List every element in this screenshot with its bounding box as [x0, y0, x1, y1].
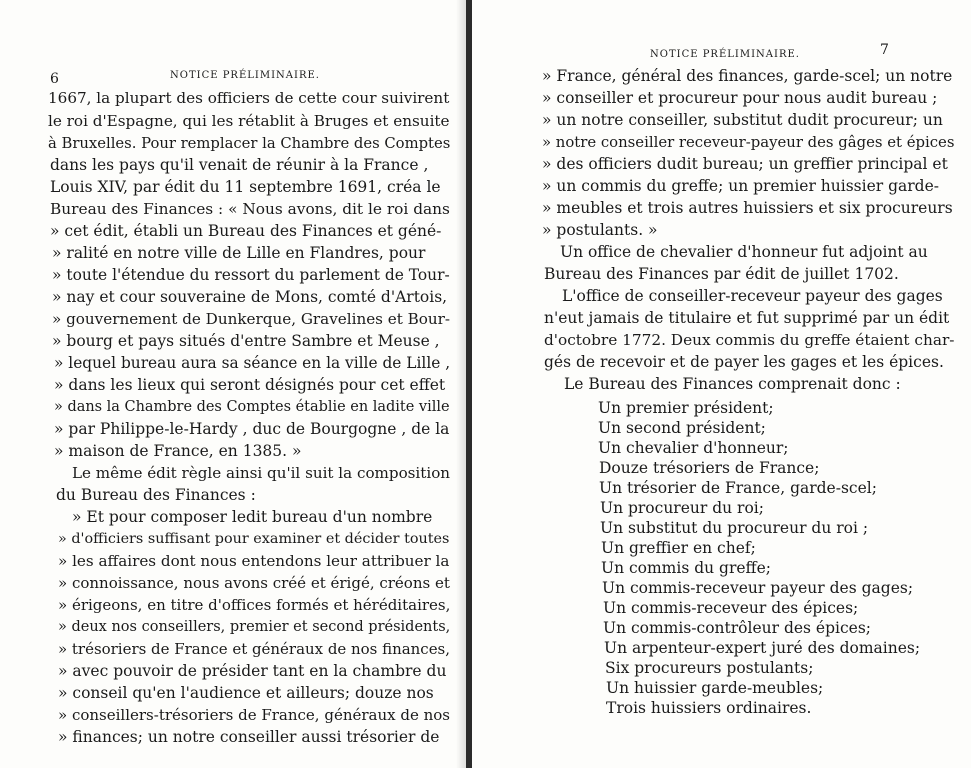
text-line: » des officiers dudit bureau; un greffier principal et	[542, 155, 948, 173]
text-line: Le Bureau des Finances comprenait donc :	[564, 375, 901, 393]
text-line: » ralité en notre ville de Lille en Flandres, pour	[52, 244, 426, 262]
running-head: NOTICE PRÉLIMINAIRE.	[170, 70, 320, 81]
text-line: » un commis du greffe; un premier huissier garde-	[542, 177, 939, 195]
text-line: » connoissance, nous avons créé et érigé, créons et	[58, 574, 450, 592]
text-line: dans les pays qu'il venait de réunir à la France ,	[50, 156, 429, 174]
text-line: Louis XIV, par édit du 11 septembre 1691, créa le	[50, 178, 441, 196]
text-line: » notre conseiller receveur-payeur des gâges et épices	[542, 133, 955, 151]
list-item: Un commis du greffe;	[601, 559, 771, 577]
left-page	[0, 0, 466, 768]
text-line: » d'officiers suffisant pour examiner et décider toutes	[58, 531, 450, 547]
text-line: » Et pour composer ledit bureau d'un nombre	[72, 508, 433, 526]
list-item: Un chevalier d'honneur;	[598, 439, 789, 457]
text-line: » meubles et trois autres huissiers et six procureurs	[542, 199, 953, 217]
list-item: Un commis-contrôleur des épices;	[603, 619, 872, 637]
text-line: Le même édit règle ainsi qu'il suit la composition	[72, 464, 451, 482]
text-line: » un notre conseiller, substitut dudit procureur; un	[542, 111, 943, 129]
list-item: Un commis-receveur des épices;	[603, 599, 859, 617]
text-line: » finances; un notre conseiller aussi trésorier de	[58, 728, 440, 746]
list-item: Un arpenteur-expert juré des domaines;	[604, 639, 921, 657]
text-line: » conseillers-trésoriers de France, généraux de nos	[58, 706, 450, 724]
text-line: » nay et cour souveraine de Mons, comté d'Artois,	[52, 288, 448, 306]
text-line: du Bureau des Finances :	[56, 486, 256, 504]
list-item: Un procureur du roi;	[600, 499, 764, 517]
list-item: Un trésorier de France, garde-scel;	[599, 479, 877, 497]
list-item: Six procureurs postulants;	[605, 659, 814, 677]
text-line: gés de recevoir et de payer les gages et les épices.	[544, 353, 944, 371]
text-line: L'office de conseiller-receveur payeur des gages	[562, 287, 943, 305]
page-number: 6	[50, 71, 59, 87]
text-line: » deux nos conseillers, premier et second présidents,	[58, 619, 451, 635]
text-line: » postulants. »	[542, 221, 658, 239]
text-line: » cet édit, établi un Bureau des Finances et géné-	[50, 222, 442, 240]
running-head: NOTICE PRÉLIMINAIRE.	[650, 49, 800, 60]
text-line: Bureau des Finances par édit de juillet 1702.	[544, 265, 899, 283]
list-item: Un commis-receveur payeur des gages;	[602, 579, 914, 597]
text-line: » bourg et pays situés d'entre Sambre et Meuse ,	[52, 332, 440, 350]
list-item: Un huissier garde-meubles;	[606, 679, 824, 697]
list-item: Un premier président;	[598, 399, 774, 417]
text-line: d'octobre 1772. Deux commis du greffe étaient char-	[544, 331, 955, 349]
text-line: » trésoriers de France et généraux de nos finances,	[58, 640, 450, 658]
page-number: 7	[880, 42, 889, 58]
text-line: n'eut jamais de titulaire et fut supprimé par un édit	[544, 309, 950, 327]
list-item: Trois huissiers ordinaires.	[606, 699, 812, 717]
right-page	[472, 0, 971, 768]
text-line: » avec pouvoir de présider tant en la chambre du	[58, 662, 447, 680]
text-line: 1667, la plupart des officiers de cette cour suivirent	[48, 89, 450, 107]
list-item: Douze trésoriers de France;	[599, 459, 820, 477]
text-line: » maison de France, en 1385. »	[54, 442, 302, 460]
text-line: » érigeons, en titre d'offices formés et héréditaires,	[58, 596, 451, 614]
text-line: » dans la Chambre des Comptes établie en ladite ville	[54, 399, 450, 415]
text-line: » lequel bureau aura sa séance en la ville de Lille ,	[54, 354, 451, 372]
list-item: Un substitut du procureur du roi ;	[600, 519, 869, 537]
text-line: » toute l'étendue du ressort du parlement de Tour-	[52, 266, 450, 284]
text-line: » France, général des finances, garde-scel; un notre	[542, 67, 953, 85]
list-item: Un greffier en chef;	[601, 539, 756, 557]
gutter-shadow	[456, 0, 466, 768]
text-line: » par Philippe-le-Hardy , duc de Bourgogne , de la	[54, 420, 450, 438]
list-item: Un second président;	[598, 419, 766, 437]
text-line: Bureau des Finances : « Nous avons, dit le roi dans	[50, 200, 450, 218]
text-line: » dans les lieux qui seront désignés pour cet effet	[54, 376, 446, 394]
text-line: » conseiller et procureur pour nous audit bureau ;	[542, 89, 938, 107]
text-line: » les affaires dont nous entendons leur attribuer la	[58, 552, 450, 570]
text-line: Un office de chevalier d'honneur fut adjoint au	[560, 243, 928, 261]
text-line: » conseil qu'en l'audience et ailleurs; douze nos	[58, 684, 434, 702]
text-line: » gouvernement de Dunkerque, Gravelines et Bour-	[52, 310, 451, 328]
text-line: le roi d'Espagne, qui les rétablit à Bruges et ensuite	[48, 112, 450, 130]
text-line: à Bruxelles. Pour remplacer la Chambre des Comptes	[48, 135, 451, 152]
